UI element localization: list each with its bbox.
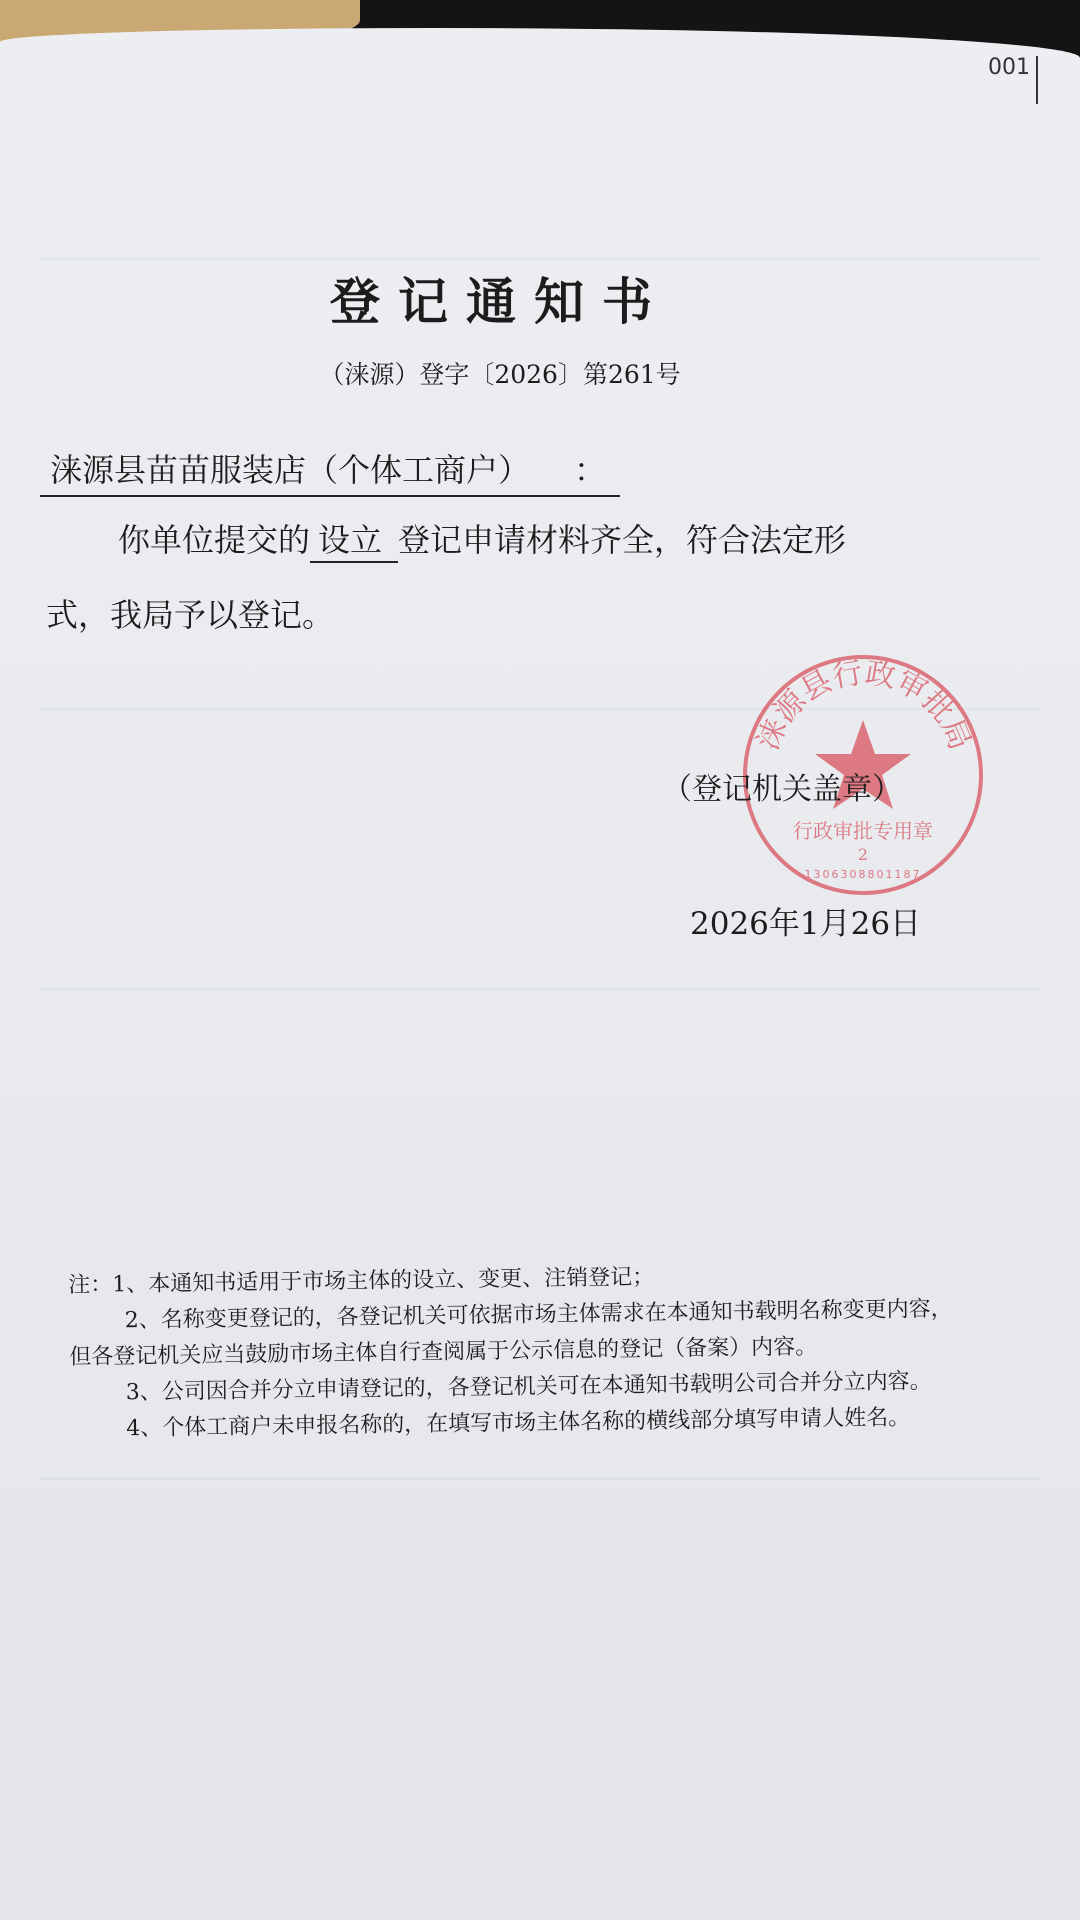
addressee	[40, 445, 620, 497]
note-2-continued: 但各登记机关应当鼓励市场主体自行查阅属于公示信息的登记（备案）内容。	[69, 1334, 818, 1370]
note-3: 3、公司因合并分立申请登记的，各登记机关可在本通知书载明公司合并分立内容。	[125, 1368, 932, 1406]
bleed-through-line	[40, 258, 1040, 260]
body-line-2: 式，我局予以登记。	[46, 596, 335, 634]
addressee-colon: ：	[574, 451, 607, 489]
seal-org-name: 涞源县行政审批局	[750, 655, 978, 756]
stamp-note: （登记机关盖章）	[662, 772, 902, 807]
notes-section	[68, 1256, 954, 1448]
page-number-text: 001	[988, 55, 1030, 80]
document-number: （涞源）登字〔2026〕第261号	[319, 360, 681, 389]
note-4: 4、个体工商户未申报名称的，在填写市场主体名称的横线部分填写申请人姓名。	[126, 1405, 911, 1442]
bleed-through-line	[40, 988, 1040, 990]
document-title: 登记通知书	[330, 273, 670, 331]
seal-code: 1306308801187	[804, 868, 922, 881]
seal-purpose: 行政审批专用章	[793, 819, 933, 843]
note-1: 注：1、本通知书适用于市场主体的设立、变更、注销登记；	[68, 1264, 655, 1298]
bleed-through-line	[40, 1478, 1040, 1480]
issue-date: 2026年1月26日	[690, 906, 922, 942]
registration-type: 设立	[310, 521, 398, 563]
body-suffix: 登记申请材料齐全，符合法定形	[398, 521, 847, 559]
body-line-1	[118, 515, 846, 561]
pen-stroke	[1036, 56, 1038, 104]
note-2: 2、名称变更登记的，各登记机关可依据市场主体需求在本通知书载明名称变更内容，	[124, 1296, 953, 1334]
body-prefix: 你单位提交的	[118, 521, 311, 559]
seal-serial: 2	[857, 845, 869, 864]
handwritten-page-number	[988, 55, 1038, 104]
addressee-name: 涞源县苗苗服装店（个体工商户）	[50, 451, 515, 489]
